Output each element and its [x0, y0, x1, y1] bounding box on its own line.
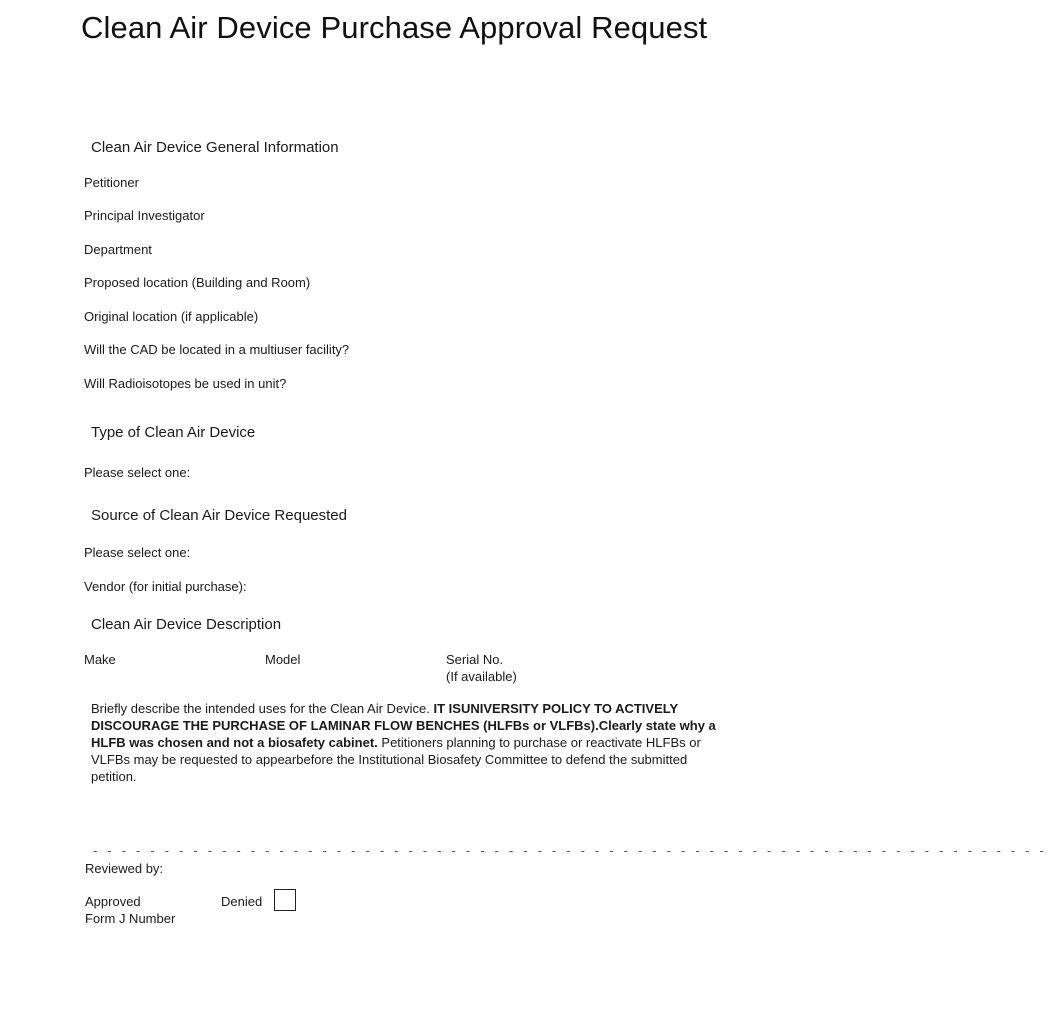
section-heading-description: Clean Air Device Description	[91, 616, 282, 633]
section-heading-type: Type of Clean Air Device	[91, 424, 256, 441]
paragraph-tail: Petitioners planning to purchase or reactivate HLFBs or VLFBs may be requested to appearbefore the Institutional Biosafety Committee to defend the submitted petition.	[91, 735, 701, 784]
label-radioisotopes: Will Radioisotopes be used in unit?	[84, 376, 287, 391]
denied-checkbox[interactable]	[274, 889, 296, 911]
label-original-location: Original location (if applicable)	[84, 309, 259, 324]
label-principal-investigator: Principal Investigator	[84, 208, 205, 223]
label-vendor: Vendor (for initial purchase):	[84, 579, 247, 594]
label-type-select: Please select one:	[84, 465, 191, 480]
label-denied: Denied	[221, 894, 263, 909]
label-model: Model	[265, 652, 301, 667]
section-heading-source: Source of Clean Air Device Requested	[91, 507, 347, 524]
label-department: Department	[84, 242, 152, 257]
page-title: Clean Air Device Purchase Approval Request	[81, 10, 708, 45]
label-source-select: Please select one:	[84, 545, 191, 560]
paragraph-intro: Briefly describe the intended uses for the Clean Air Device.	[91, 701, 434, 716]
label-approved: Approved	[85, 894, 141, 909]
section-heading-general: Clean Air Device General Information	[91, 139, 339, 156]
label-form-j-number: Form J Number	[85, 911, 176, 926]
label-serial-note: (If available)	[446, 669, 517, 684]
label-reviewed-by: Reviewed by:	[85, 861, 164, 876]
label-multiuser-facility: Will the CAD be located in a multiuser facility?	[84, 342, 350, 357]
label-serial-no: Serial No.	[446, 652, 504, 667]
uses-description-paragraph	[91, 700, 731, 785]
separator-dashes: - - - - - - - - - - - - - - - - - - - - - - - - - - - - - - - - - - - - - - - - - - - - - - - - - - - - - - - - - - - - - - - - - - -	[93, 843, 1047, 858]
label-proposed-location: Proposed location (Building and Room)	[84, 275, 311, 290]
paragraph-policy-bold: IT ISUNIVERSITY POLICY TO ACTIVELY DISCOURAGE THE PURCHASE OF LAMINAR FLOW BENCHES (HLFBs or VLFBs).Clearly state why a HLFB was chosen and not a biosafety cabinet.	[91, 701, 716, 750]
label-petitioner: Petitioner	[84, 175, 139, 190]
label-make: Make	[84, 652, 116, 667]
